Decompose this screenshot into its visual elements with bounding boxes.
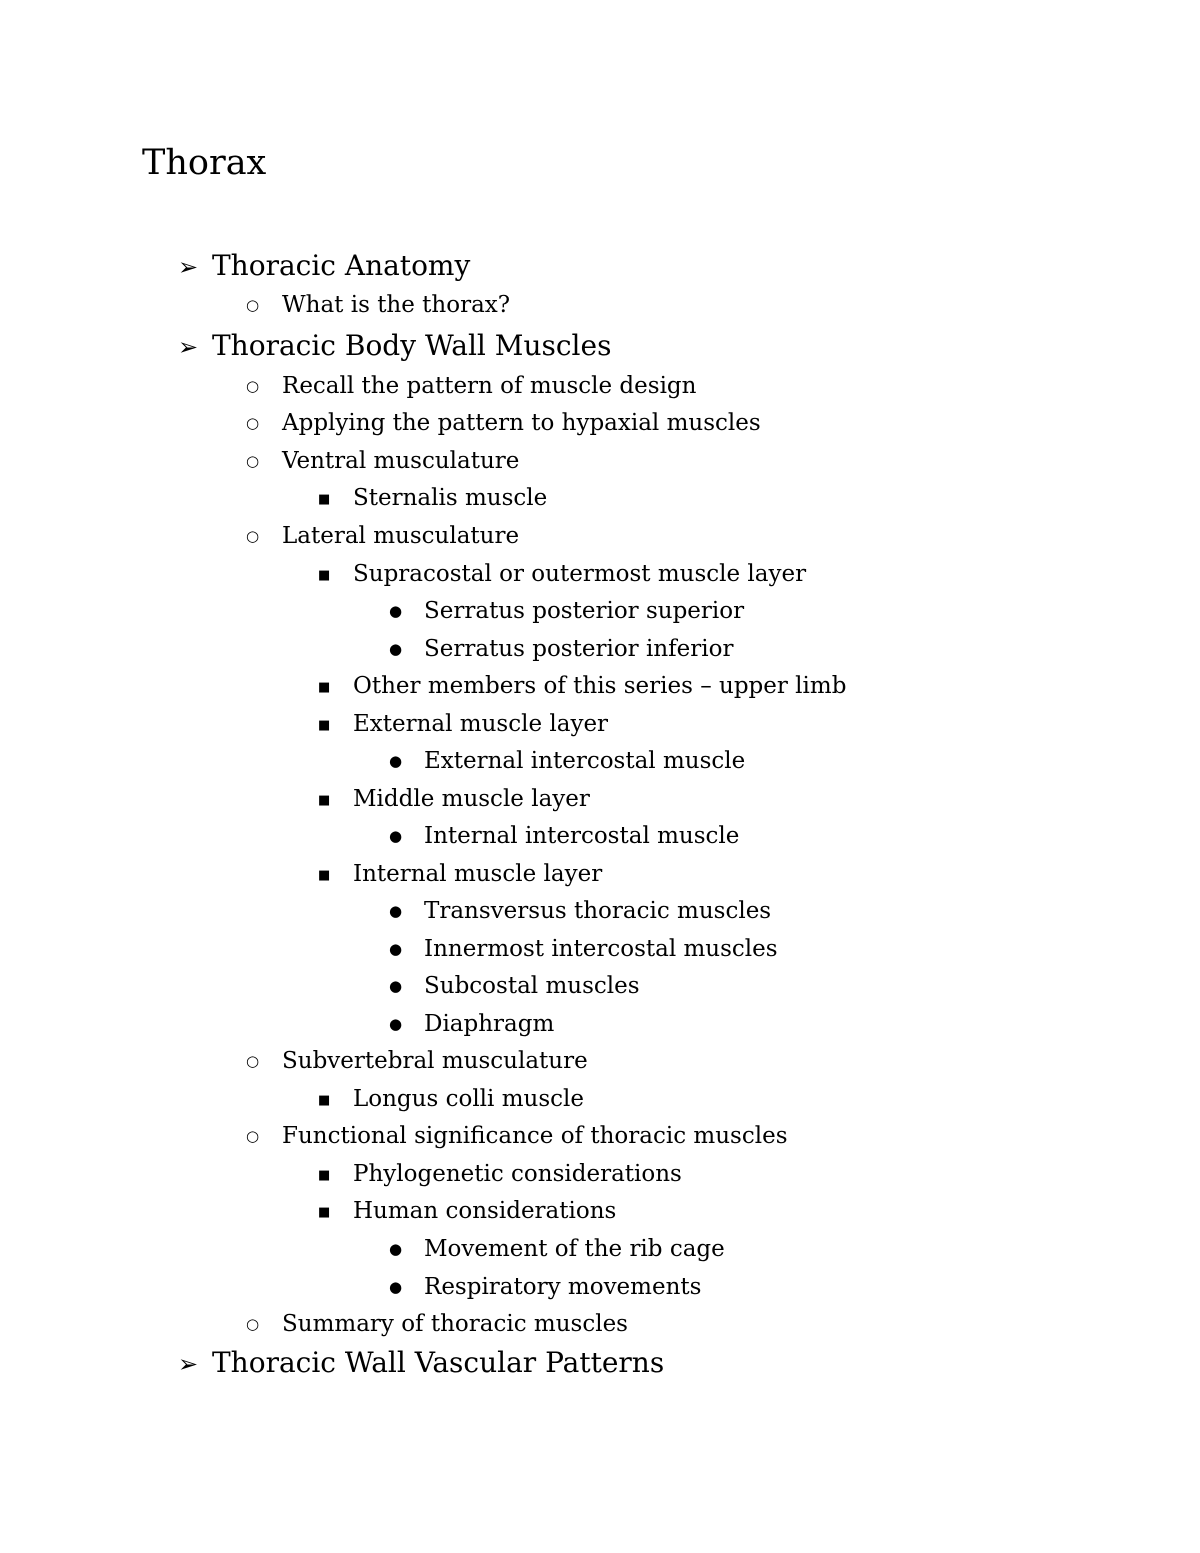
bullet-icon: ○ bbox=[246, 1052, 260, 1070]
bullet-icon: ● bbox=[389, 1015, 403, 1033]
item-text: Recall the pattern of muscle design bbox=[282, 373, 697, 399]
outline-subitem bbox=[318, 707, 608, 741]
item-text: Phylogenetic considerations bbox=[353, 1161, 682, 1187]
outline-subitem bbox=[318, 857, 602, 891]
outline-detail bbox=[389, 1270, 701, 1304]
item-text: Applying the pattern to hypaxial muscles bbox=[282, 410, 761, 436]
outline-item bbox=[246, 1307, 628, 1341]
item-text: What is the thorax? bbox=[282, 292, 511, 318]
outline-subitem bbox=[318, 1194, 616, 1228]
outline-subitem bbox=[318, 782, 590, 816]
item-text: Sternalis muscle bbox=[353, 485, 548, 511]
item-text: Lateral musculature bbox=[282, 523, 520, 549]
bullet-icon: ➢ bbox=[178, 333, 199, 361]
outline-item bbox=[246, 406, 761, 440]
outline-item bbox=[246, 288, 510, 322]
outline-item bbox=[246, 519, 519, 553]
bullet-icon: ■ bbox=[318, 492, 331, 507]
bullet-icon: ○ bbox=[246, 1315, 260, 1333]
item-text: Summary of thoracic muscles bbox=[282, 1311, 628, 1337]
outline-detail bbox=[389, 1007, 554, 1041]
bullet-icon: ■ bbox=[318, 1205, 331, 1220]
bullet-icon: ● bbox=[389, 1278, 403, 1296]
outline-detail bbox=[389, 594, 744, 628]
bullet-icon: ● bbox=[389, 902, 403, 920]
bullet-icon: ● bbox=[389, 827, 403, 845]
item-text: Thoracic Wall Vascular Patterns bbox=[212, 1346, 665, 1379]
bullet-icon: ■ bbox=[318, 718, 331, 733]
item-text: Serratus posterior superior bbox=[424, 598, 745, 624]
item-text: Middle muscle layer bbox=[353, 786, 590, 812]
item-text: Functional significance of thoracic muscles bbox=[282, 1123, 788, 1149]
bullet-icon: ○ bbox=[246, 296, 260, 314]
item-text: Transversus thoracic muscles bbox=[424, 898, 772, 924]
bullet-icon: ● bbox=[389, 640, 403, 658]
item-text: Longus colli muscle bbox=[353, 1086, 584, 1112]
bullet-icon: ● bbox=[389, 1240, 403, 1258]
bullet-icon: ● bbox=[389, 977, 403, 995]
item-text: Subcostal muscles bbox=[424, 973, 640, 999]
item-text: Respiratory movements bbox=[424, 1274, 702, 1300]
bullet-icon: ○ bbox=[246, 527, 260, 545]
outline-detail bbox=[389, 932, 778, 966]
bullet-icon: ■ bbox=[318, 793, 331, 808]
item-text: External muscle layer bbox=[353, 711, 609, 737]
outline-subitem bbox=[318, 1157, 682, 1191]
bullet-icon: ● bbox=[389, 752, 403, 770]
item-text: Innermost intercostal muscles bbox=[424, 936, 778, 962]
outline-item bbox=[246, 444, 519, 478]
bullet-icon: ○ bbox=[246, 452, 260, 470]
item-text: Internal muscle layer bbox=[353, 861, 603, 887]
outline-detail bbox=[389, 1232, 725, 1266]
section-heading bbox=[178, 246, 470, 286]
item-text: Ventral musculature bbox=[282, 448, 520, 474]
bullet-icon: ○ bbox=[246, 377, 260, 395]
bullet-icon: ■ bbox=[318, 1168, 331, 1183]
bullet-icon: ○ bbox=[246, 414, 260, 432]
outline-item bbox=[246, 1044, 588, 1078]
bullet-icon: ● bbox=[389, 602, 403, 620]
outline-item bbox=[246, 1119, 788, 1153]
outline-detail bbox=[389, 819, 739, 853]
outline-detail bbox=[389, 744, 745, 778]
bullet-icon: ● bbox=[389, 940, 403, 958]
outline-detail bbox=[389, 969, 640, 1003]
item-text: Supracostal or outermost muscle layer bbox=[353, 561, 807, 587]
item-text: External intercostal muscle bbox=[424, 748, 746, 774]
bullet-icon: ■ bbox=[318, 680, 331, 695]
bullet-icon: ○ bbox=[246, 1127, 260, 1145]
item-text: Thoracic Body Wall Muscles bbox=[212, 329, 612, 362]
outline-subitem bbox=[318, 1082, 584, 1116]
outline-detail bbox=[389, 632, 733, 666]
section-heading bbox=[178, 326, 611, 366]
outline-subitem bbox=[318, 557, 806, 591]
outline-item bbox=[246, 369, 696, 403]
bullet-icon: ■ bbox=[318, 868, 331, 883]
item-text: Human considerations bbox=[353, 1198, 617, 1224]
outline-subitem bbox=[318, 481, 547, 515]
item-text: Subvertebral musculature bbox=[282, 1048, 588, 1074]
bullet-icon: ■ bbox=[318, 1093, 331, 1108]
page-title: Thorax bbox=[142, 143, 267, 183]
outline-subitem bbox=[318, 669, 846, 703]
bullet-icon: ➢ bbox=[178, 253, 199, 281]
item-text: Movement of the rib cage bbox=[424, 1236, 725, 1262]
section-heading bbox=[178, 1343, 664, 1383]
item-text: Other members of this series – upper limb bbox=[353, 673, 847, 699]
item-text: Serratus posterior inferior bbox=[424, 636, 734, 662]
item-text: Diaphragm bbox=[424, 1011, 555, 1037]
bullet-icon: ➢ bbox=[178, 1350, 199, 1378]
bullet-icon: ■ bbox=[318, 568, 331, 583]
outline-detail bbox=[389, 894, 771, 928]
item-text: Thoracic Anatomy bbox=[212, 249, 471, 282]
item-text: Internal intercostal muscle bbox=[424, 823, 740, 849]
